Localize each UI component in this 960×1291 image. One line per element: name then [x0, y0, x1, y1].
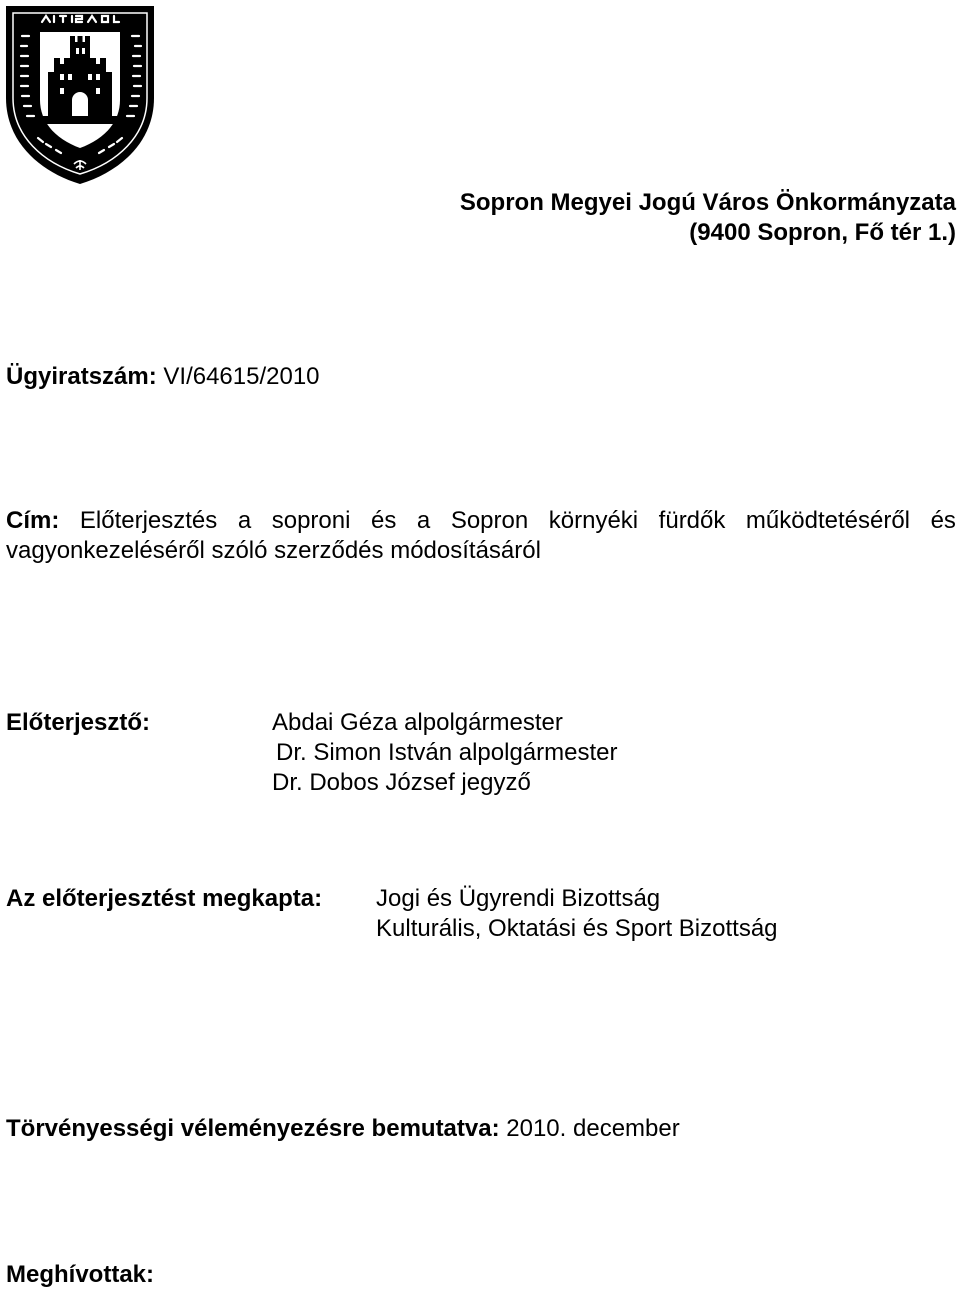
title-word: soproni [271, 507, 351, 534]
title-word: fürdők [658, 507, 726, 534]
title-word: Sopron [450, 507, 529, 534]
title-block [6, 506, 956, 566]
presenter-list [272, 708, 617, 798]
title-label: Cím: [6, 507, 60, 534]
presenter-name: Abdai Géza alpolgármester [272, 709, 563, 736]
organization-name: Sopron Megyei Jogú Város Önkormányzata [459, 189, 956, 216]
title-word: Előterjesztés [79, 507, 218, 534]
presenter-label: Előterjesztő: [6, 709, 151, 736]
committee-list [376, 884, 778, 944]
title-line-1 [6, 506, 956, 536]
legal-review-value: 2010. december [506, 1115, 680, 1142]
title-word: a [416, 507, 431, 534]
organization-address: (9400 Sopron, Fő tér 1.) [689, 219, 956, 246]
sopron-coat-of-arms-icon [2, 2, 158, 186]
case-number-label: Ügyiratszám: [6, 363, 157, 390]
title-word: és [930, 507, 956, 534]
header-block [460, 188, 956, 248]
case-number-line [6, 362, 320, 392]
title-word: környéki [548, 507, 639, 534]
invitees-label: Meghívottak: [6, 1261, 155, 1288]
title-word: és [371, 507, 397, 534]
committee-name: Kulturális, Oktatási és Sport Bizottság [376, 915, 778, 942]
legal-review-label: Törvényességi véleményezésre bemutatva: [6, 1115, 500, 1142]
presenter-name: Dr. Dobos József jegyző [272, 769, 531, 796]
title-word: a [237, 507, 252, 534]
legal-review-line [6, 1114, 680, 1144]
committee-name: Jogi és Ügyrendi Bizottság [376, 885, 661, 912]
presenter-name: Dr. Simon István alpolgármester [276, 739, 618, 766]
title-line-2: vagyonkezeléséről szóló szerződés módosításáról [6, 537, 541, 564]
recipients-label: Az előterjesztést megkapta: [6, 885, 323, 912]
case-number-value: VI/64615/2010 [163, 363, 320, 390]
title-word: működtetéséről [745, 507, 911, 534]
